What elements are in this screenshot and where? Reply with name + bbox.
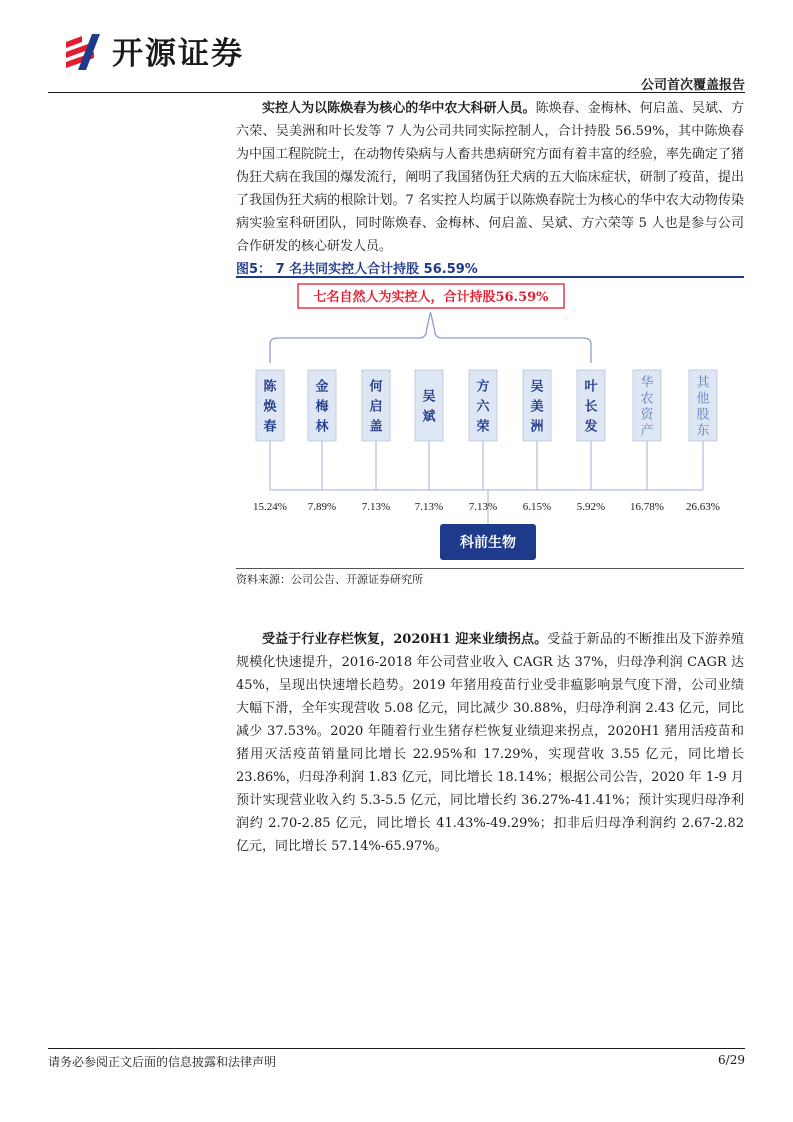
shareholder-name: 叶长发 [584,379,598,435]
paragraph-body: 受益于新品的不断推出及下游养殖规模化快速提升，2016-2018 年公司营业收入 CAGR 达 37%，归母净利润 CAGR 达 45%，呈现出快速增长趋势。2019 年猪用疫苗行业受非瘟影响景气度下滑，公司业绩大幅下滑，全年实现营收 5.08 亿元，同比减少 30.88%，归母净利润 2.43 亿元，同比减少 37.53%。2020 年随着行业生猪存栏恢复业绩迎来拐点，2020H1 猪用活疫苗和猪用灭活疫苗销量同比增长 22.95%和 17.29%，实现营收 3.55 亿元，同比增长 23.86%，归母净利润 1.83 亿元，同比增长 18.14%；根据公司公告，2020 年 1-9 月预计实现营业收入约 5.3-5.5 亿元，同比增长约 36.27%-41.41%；预计实现归母净利润约 2.70-2.85 亿元，同比增长 41.43%-49.29%；扣非后归母净利润约 2.67-2.82 亿元，同比增长 57.14%-65.97%。 [236,632,744,854]
shareholder-name: 吴斌 [422,389,436,425]
paragraph-controllers [236,97,744,258]
shareholder-name: 方六荣 [476,379,490,435]
paragraph-performance [236,628,744,858]
shareholding-pct: 16.78% [630,501,664,513]
company-name: 科前生物 [460,535,516,551]
footer-divider [48,1048,745,1049]
page-number: 6/29 [718,1053,745,1067]
shareholding-pct: 6.15% [522,501,552,513]
shareholder-name: 陈焕春 [263,379,277,435]
figure-bottom-rule [236,568,744,569]
shareholder-name: 其他股东 [696,375,710,439]
shareholding-pct: 15.24% [253,501,287,513]
header-divider [48,92,745,93]
shareholder-name: 吴美洲 [530,379,544,435]
ownership-diagram [236,278,744,566]
shareholder-name: 华农资产 [640,375,654,439]
controller-brace [270,312,591,363]
shareholder-name: 金梅林 [315,379,329,435]
paragraph-lead: 受益于行业存栏恢复，2020H1 迎来业绩拐点。 [262,632,548,647]
shareholding-pct: 7.13% [361,501,391,513]
shareholding-pct: 5.92% [576,501,606,513]
brand-logo-icon [62,30,106,74]
paragraph-body: 陈焕春、金梅林、何启盖、吴斌、方六荣、吴美洲和叶长发等 7 人为公司共同实际控制人，合计持股 56.59%，其中陈焕春为中国工程院院士，在动物传染病与人畜共患病研究方面有着丰富的经验，率先确定了猪伪狂犬病在我国的爆发流行，阐明了我国猪伪狂犬病的五大临床症状，研制了疫苗，提出了我国伪狂犬病的根除计划。7 名实控人均属于以陈焕春院士为核心的华中农大动物传染病实验室科研团队，同时陈焕春、金梅林、何启盖、吴斌、方六荣等 5 人也是参与公司合作研发的核心研发人员。 [236,101,744,254]
shareholder-box [415,370,443,441]
group-label: 七名自然人为实控人，合计持股56.59% [313,290,549,305]
shareholding-pct: 7.13% [468,501,498,513]
shareholding-pct: 7.13% [414,501,444,513]
footer-disclaimer: 请务必参阅正文后面的信息披露和法律声明 [48,1055,277,1069]
figure-title: 图5： 7 名共同实控人合计持股 56.59% [236,262,478,277]
shareholder-name: 何启盖 [369,379,383,435]
report-type: 公司首次覆盖报告 [640,78,745,93]
shareholding-pct: 26.63% [686,501,720,513]
paragraph-lead: 实控人为以陈焕春为核心的华中农大科研人员。 [262,101,536,116]
shareholding-pct: 7.89% [307,501,337,513]
figure-source: 资料来源：公司公告、开源证券研究所 [236,573,423,586]
brand-name: 开源证券 [112,36,244,72]
